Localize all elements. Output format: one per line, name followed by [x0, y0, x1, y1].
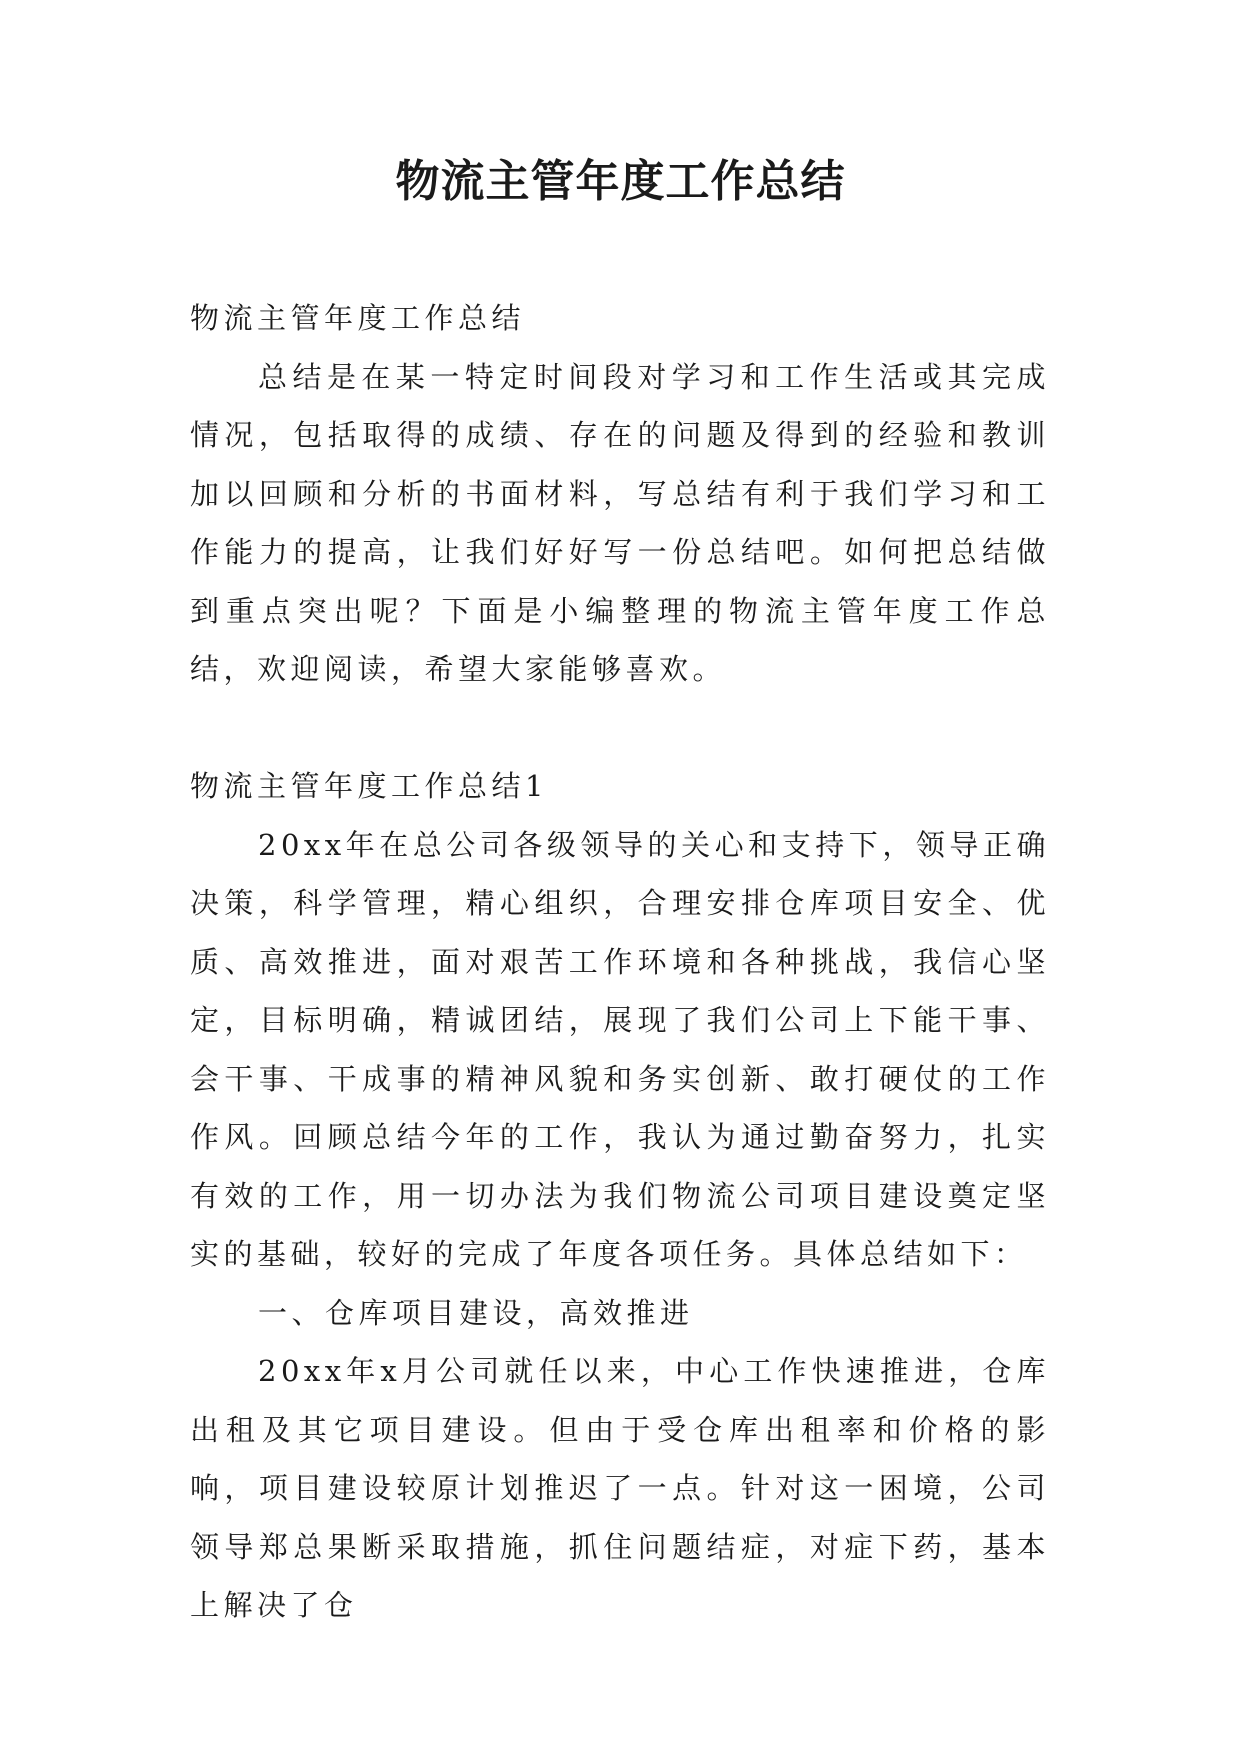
list-heading: 一、仓库项目建设，高效推进	[258, 1295, 694, 1330]
document-body	[190, 289, 1050, 1635]
document-title: 物流主管年度工作总结	[395, 156, 846, 207]
section-heading: 物流主管年度工作总结1	[190, 769, 548, 803]
body-paragraph: 20xx年在总公司各级领导的关心和支持下，领导正确决策，科学管理，精心组织，合理安排仓库项目安全、优质、高效推进，面对艰苦工作环境和各种挑战，我信心坚定，目标明确，精诚团结，展现了我们公司上下能干事、会干事、干成事的精神风貌和务实创新、敢打硬仗的工作作风。回顾总结今年的工作，我认为通过勤奋努力，扎实有效的工作，用一切办法为我们物流公司项目建设奠定坚实的基础，较好的完成了年度各项任务。具体总结如下：	[190, 827, 1050, 1271]
intro-paragraph: 总结是在某一特定时间段对学习和工作生活或其完成情况，包括取得的成绩、存在的问题及得到的经验和教训加以回顾和分析的书面材料，写总结有利于我们学习和工作能力的提高，让我们好好写一份总结吧。如何把总结做到重点突出呢？下面是小编整理的物流主管年度工作总结，欢迎阅读，希望大家能够喜欢。	[190, 359, 1050, 686]
document-subtitle: 物流主管年度工作总结	[190, 301, 526, 335]
body-paragraph-2: 20xx年x月公司就任以来，中心工作快速推进，仓库出租及其它项目建设。但由于受仓库出租率和价格的影响，项目建设较原计划推迟了一点。针对这一困境，公司领导郑总果断采取措施，抓住问题结症，对症下药，基本上解决了仓	[190, 1354, 1050, 1622]
paragraph-gap	[190, 699, 1050, 758]
